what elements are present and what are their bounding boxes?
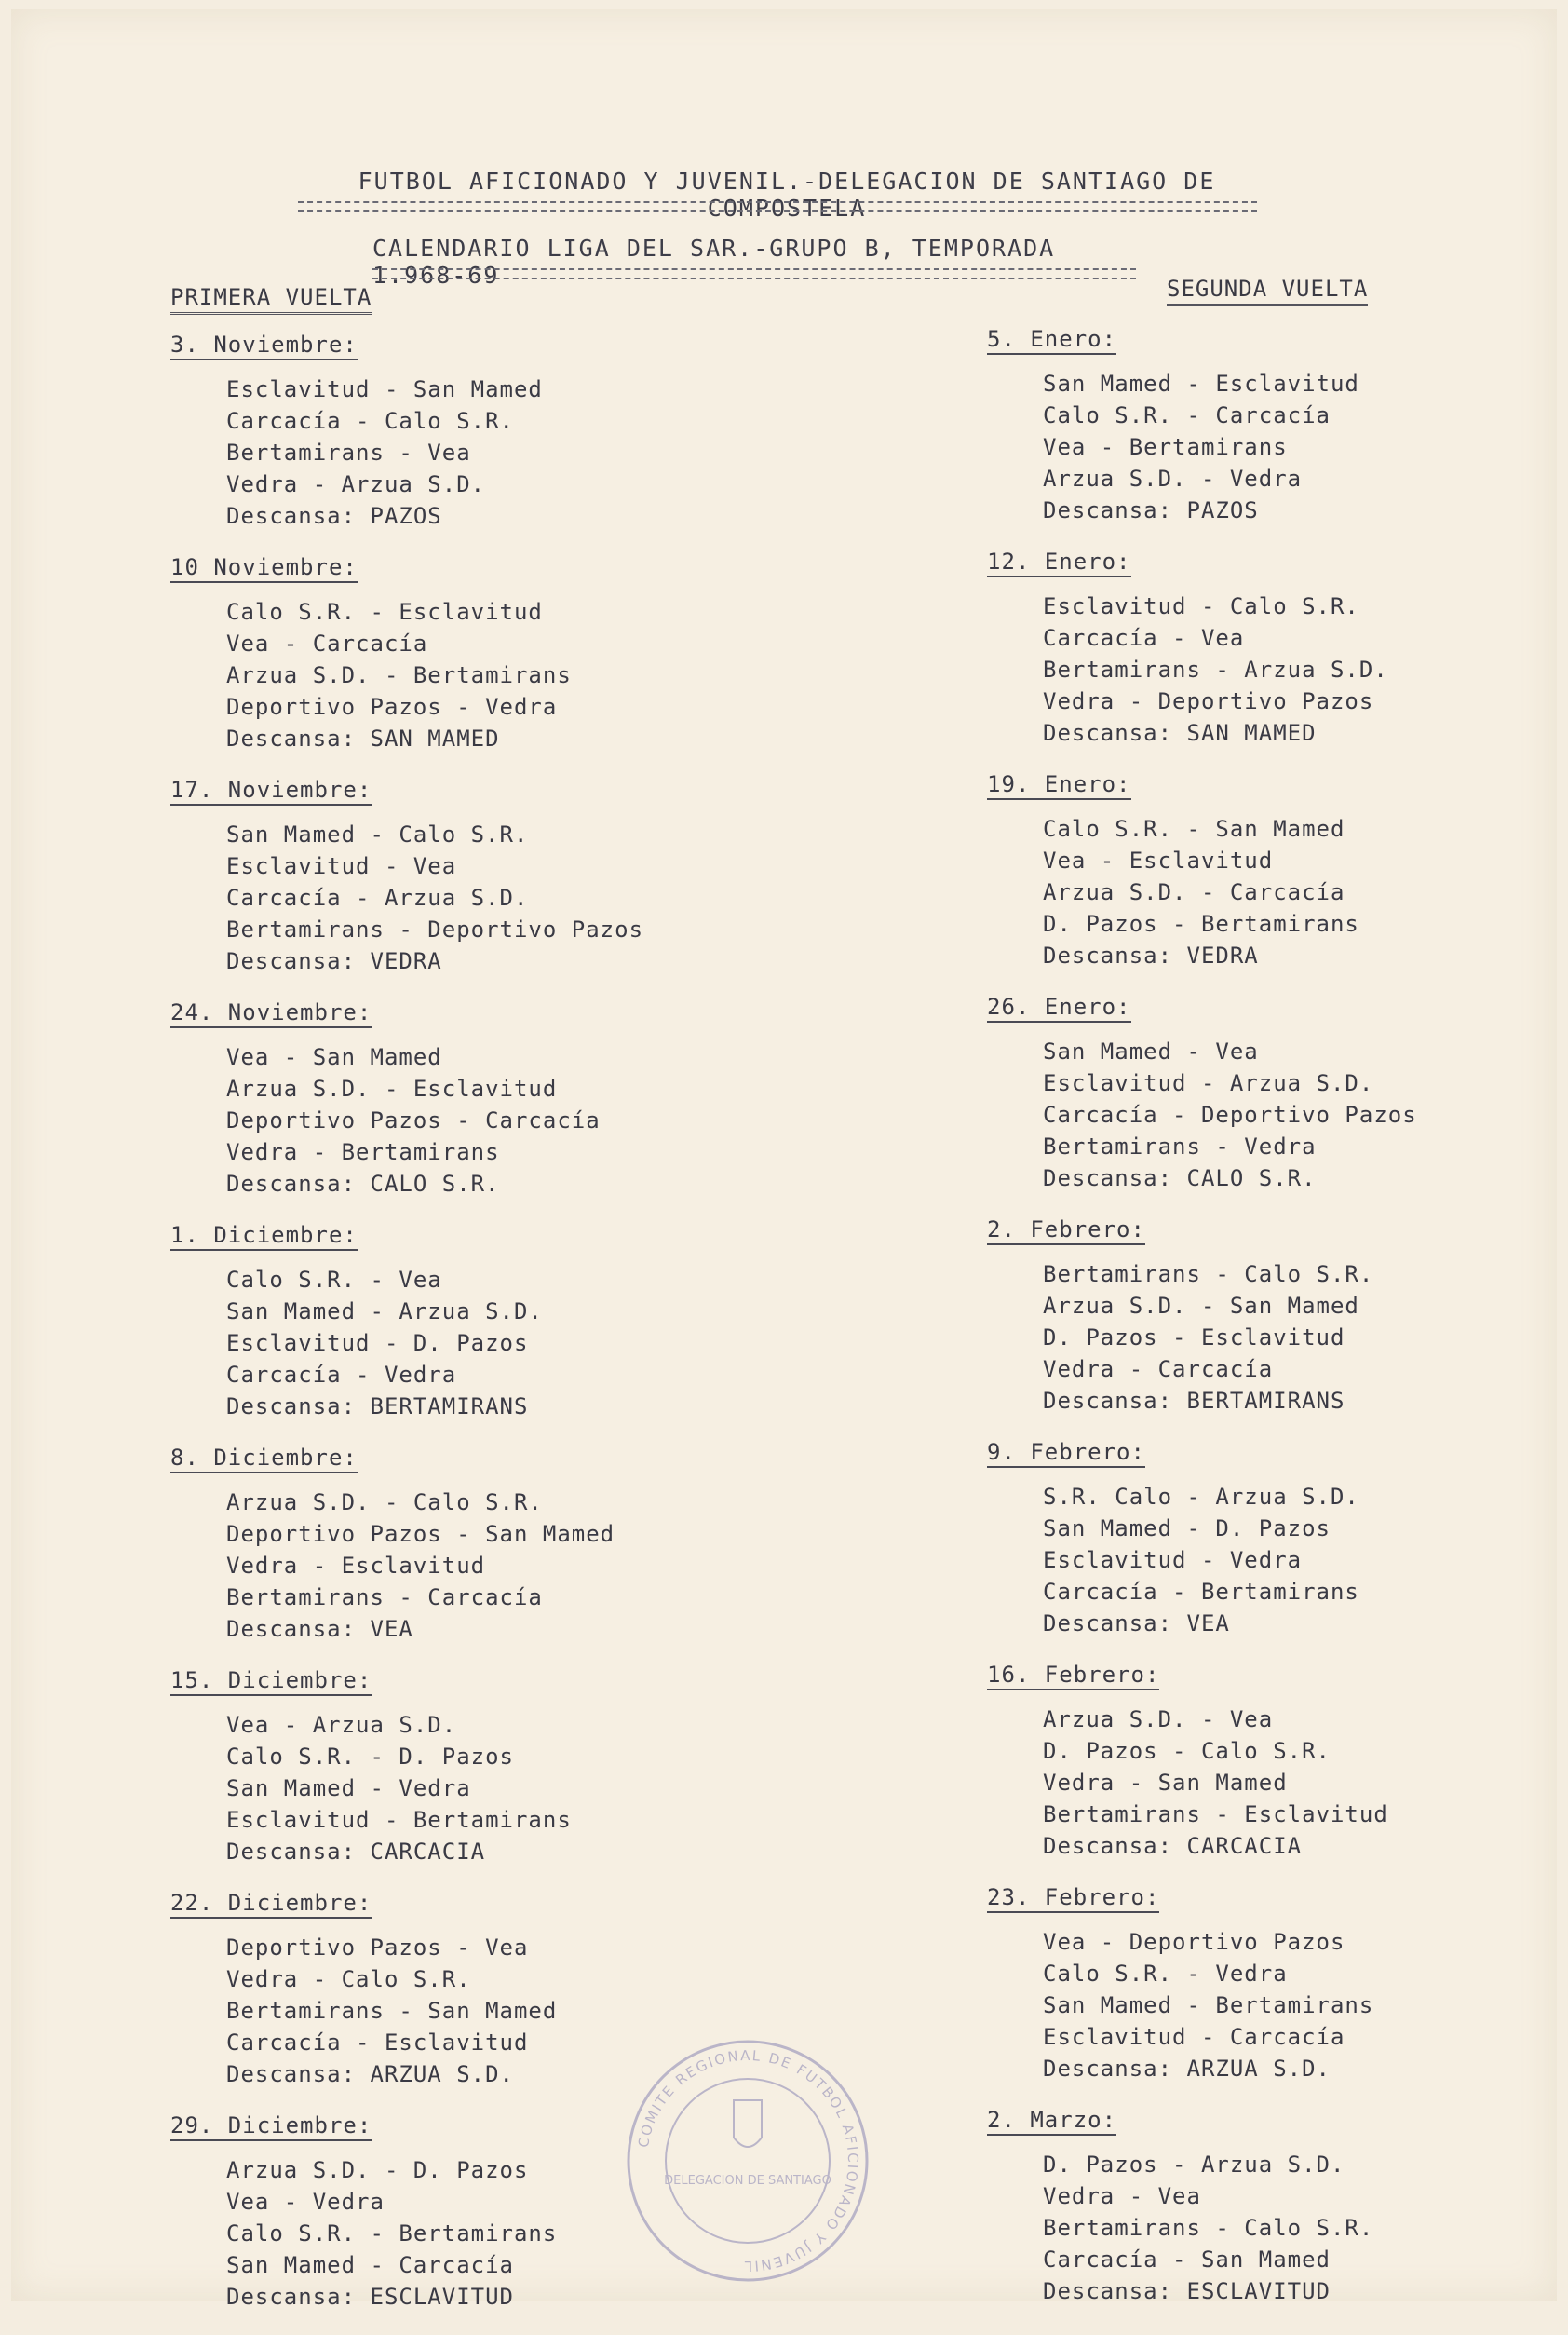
matchday-block xyxy=(987,1439,1568,1639)
match-fixture: Arzua S.D. - Carcacía xyxy=(1043,879,1345,905)
matchday-date: 17. Noviembre: xyxy=(170,777,372,806)
match-fixture: S.R. Calo - Arzua S.D. xyxy=(1043,1484,1359,1510)
matchday-block xyxy=(987,2107,1568,2307)
rest-team: Descansa: CALO S.R. xyxy=(1043,1165,1317,1191)
rest-team: Descansa: ESCLAVITUD xyxy=(1043,2278,1331,2304)
match-fixture: Carcacía - Deportivo Pazos xyxy=(1043,1102,1417,1128)
match-fixture: San Mamed - Calo S.R. xyxy=(226,821,529,848)
match-fixture: D. Pazos - Arzua S.D. xyxy=(1043,2152,1345,2178)
match-fixture: Bertamirans - Arzua S.D. xyxy=(1043,657,1388,683)
match-fixture: Vea - Carcacía xyxy=(226,631,428,657)
matchday-date: 19. Enero: xyxy=(987,771,1131,800)
matchday-date: 26. Enero: xyxy=(987,994,1131,1023)
match-fixture: Arzua S.D. - D. Pazos xyxy=(226,2157,529,2183)
match-fixture: Vedra - Arzua S.D. xyxy=(226,471,486,497)
matchday-block xyxy=(170,1667,878,1867)
rest-team: Descansa: BERTAMIRANS xyxy=(1043,1388,1345,1414)
stamp-outer-ring xyxy=(629,2042,867,2280)
match-fixture: Calo S.R. - Vedra xyxy=(1043,1961,1288,1987)
match-fixture: Vea - Deportivo Pazos xyxy=(1043,1929,1345,1955)
matchday-block xyxy=(170,999,878,1200)
matchday-block xyxy=(987,994,1568,1194)
match-fixture: Bertamirans - Carcacía xyxy=(226,1584,543,1610)
match-fixture: Deportivo Pazos - Carcacía xyxy=(226,1107,601,1134)
match-fixture: Arzua S.D. - San Mamed xyxy=(1043,1293,1359,1319)
match-fixture: Carcacía - Arzua S.D. xyxy=(226,885,529,911)
match-fixture: Bertamirans - Vea xyxy=(226,440,471,466)
document-subtitle: CALENDARIO LIGA DEL SAR.-GRUPO B, TEMPORADA 1.968-69 xyxy=(372,235,1056,289)
primera-vuelta-heading: PRIMERA VUELTA xyxy=(170,284,372,315)
match-fixture: San Mamed - Arzua S.D. xyxy=(226,1298,543,1324)
match-fixture: Calo S.R. - Vea xyxy=(226,1267,442,1293)
matchday-date: 10 Noviembre: xyxy=(170,554,358,583)
delegation-stamp xyxy=(622,2035,873,2287)
match-fixture: Esclavitud - D. Pazos xyxy=(226,1330,529,1356)
stamp-outer-text: COMITE REGIONAL DE FUTBOL AFICIONADO Y JUVENIL xyxy=(634,2046,862,2275)
matchday-date: 2. Marzo: xyxy=(987,2107,1116,2136)
rest-team: Descansa: VEDRA xyxy=(1043,943,1259,969)
segunda-vuelta-column xyxy=(987,326,1568,2329)
matchday-date: 1. Diciembre: xyxy=(170,1222,358,1251)
match-fixture: Bertamirans - Esclavitud xyxy=(1043,1801,1388,1827)
matchday-date: 9. Febrero: xyxy=(987,1439,1145,1468)
match-fixture: Vea - San Mamed xyxy=(226,1044,442,1070)
match-fixture: Vedra - Calo S.R. xyxy=(226,1966,471,1992)
match-fixture: Esclavitud - Vea xyxy=(226,853,457,879)
stamp-inner-ring xyxy=(666,2079,830,2243)
rest-team: Descansa: SAN MAMED xyxy=(1043,720,1317,746)
match-fixture: Vea - Esclavitud xyxy=(1043,848,1274,874)
match-fixture: Carcacía - Esclavitud xyxy=(226,2030,529,2056)
match-fixture: San Mamed - Vedra xyxy=(226,1775,471,1801)
match-fixture: Esclavitud - Vedra xyxy=(1043,1547,1303,1573)
match-fixture: San Mamed - Carcacía xyxy=(226,2252,514,2278)
rest-team: Descansa: CARCACIA xyxy=(226,1839,486,1865)
match-fixture: San Mamed - D. Pazos xyxy=(1043,1515,1331,1541)
rest-team: Descansa: CALO S.R. xyxy=(226,1171,500,1197)
matchday-block xyxy=(170,1445,878,1645)
match-fixture: Esclavitud - Arzua S.D. xyxy=(1043,1070,1374,1096)
rest-team: Descansa: VEA xyxy=(226,1616,413,1642)
match-fixture: Calo S.R. - Carcacía xyxy=(1043,402,1331,428)
match-fixture: Arzua S.D. - Calo S.R. xyxy=(226,1489,543,1515)
match-fixture: Carcacía - Bertamirans xyxy=(1043,1579,1359,1605)
rest-team: Descansa: ARZUA S.D. xyxy=(1043,2056,1331,2082)
matchday-date: 22. Diciembre: xyxy=(170,1890,372,1919)
match-fixture: D. Pazos - Bertamirans xyxy=(1043,911,1359,937)
matchday-date: 29. Diciembre: xyxy=(170,2112,372,2141)
match-fixture: San Mamed - Bertamirans xyxy=(1043,1992,1374,2018)
matchday-block xyxy=(987,1216,1568,1417)
match-fixture: Carcacía - Vedra xyxy=(226,1362,457,1388)
matchday-block xyxy=(987,771,1568,971)
matchday-block xyxy=(170,554,878,754)
match-fixture: Deportivo Pazos - Vea xyxy=(226,1935,529,1961)
match-fixture: Bertamirans - Calo S.R. xyxy=(1043,2215,1374,2241)
document-title: FUTBOL AFICIONADO Y JUVENIL.-DELEGACION DE SANTIAGO DE COMPOSTELA xyxy=(358,168,1216,222)
matchday-block xyxy=(987,326,1568,526)
matchday-block xyxy=(987,1884,1568,2084)
rest-team: Descansa: VEDRA xyxy=(226,948,442,974)
match-fixture: Calo S.R. - Bertamirans xyxy=(226,2220,558,2247)
stamp-inner-text: DELEGACION DE SANTIAGO xyxy=(664,2174,831,2188)
match-fixture: Calo S.R. - Esclavitud xyxy=(226,599,543,625)
matchday-date: 23. Febrero: xyxy=(987,1884,1159,1913)
match-fixture: Bertamirans - San Mamed xyxy=(226,1998,558,2024)
match-fixture: Carcacía - San Mamed xyxy=(1043,2247,1331,2273)
match-fixture: Deportivo Pazos - San Mamed xyxy=(226,1521,615,1547)
matchday-date: 8. Diciembre: xyxy=(170,1445,358,1473)
segunda-vuelta-heading: SEGUNDA VUELTA xyxy=(1167,276,1368,306)
match-fixture: Arzua S.D. - Esclavitud xyxy=(226,1076,558,1102)
rest-team: Descansa: SAN MAMED xyxy=(226,726,500,752)
match-fixture: San Mamed - Esclavitud xyxy=(1043,371,1359,397)
match-fixture: Bertamirans - Calo S.R. xyxy=(1043,1261,1374,1287)
matchday-date: 3. Noviembre: xyxy=(170,332,358,360)
match-fixture: Arzua S.D. - Vea xyxy=(1043,1706,1274,1732)
match-fixture: Calo S.R. - D. Pazos xyxy=(226,1744,514,1770)
match-fixture: Arzua S.D. - Vedra xyxy=(1043,466,1303,492)
match-fixture: Vea - Bertamirans xyxy=(1043,434,1288,460)
match-fixture: Bertamirans - Deportivo Pazos xyxy=(226,916,644,943)
matchday-block xyxy=(987,1662,1568,1862)
matchday-date: 24. Noviembre: xyxy=(170,999,372,1028)
matchday-date: 5. Enero: xyxy=(987,326,1116,355)
subtitle-underline xyxy=(372,268,1136,279)
matchday-date: 12. Enero: xyxy=(987,549,1131,577)
rest-team: Descansa: VEA xyxy=(1043,1610,1230,1636)
match-fixture: Carcacía - Vea xyxy=(1043,625,1245,651)
rest-team: Descansa: CARCACIA xyxy=(1043,1833,1303,1859)
match-fixture: Esclavitud - San Mamed xyxy=(226,376,543,402)
match-fixture: San Mamed - Vea xyxy=(1043,1039,1259,1065)
match-fixture: D. Pazos - Calo S.R. xyxy=(1043,1738,1331,1764)
rest-team: Descansa: ESCLAVITUD xyxy=(226,2284,514,2310)
rest-team: Descansa: ARZUA S.D. xyxy=(226,2061,514,2087)
match-fixture: Carcacía - Calo S.R. xyxy=(226,408,514,434)
matchday-block xyxy=(170,332,878,532)
match-fixture: Arzua S.D. - Bertamirans xyxy=(226,662,572,688)
matchday-date: 2. Febrero: xyxy=(987,1216,1145,1245)
matchday-block xyxy=(170,777,878,977)
rest-team: Descansa: BERTAMIRANS xyxy=(226,1393,529,1419)
match-fixture: D. Pazos - Esclavitud xyxy=(1043,1324,1345,1351)
match-fixture: Vedra - Carcacía xyxy=(1043,1356,1274,1382)
matchday-date: 15. Diciembre: xyxy=(170,1667,372,1696)
rest-team: Descansa: PAZOS xyxy=(226,503,442,529)
match-fixture: Vedra - Esclavitud xyxy=(226,1553,486,1579)
match-fixture: Bertamirans - Vedra xyxy=(1043,1134,1317,1160)
match-fixture: Vedra - San Mamed xyxy=(1043,1770,1288,1796)
matchday-block xyxy=(987,549,1568,749)
match-fixture: Calo S.R. - San Mamed xyxy=(1043,816,1345,842)
match-fixture: Vedra - Deportivo Pazos xyxy=(1043,688,1374,714)
match-fixture: Vedra - Bertamirans xyxy=(226,1139,500,1165)
match-fixture: Vea - Vedra xyxy=(226,2189,385,2215)
title-underline xyxy=(298,201,1257,212)
matchday-date: 16. Febrero: xyxy=(987,1662,1159,1690)
match-fixture: Esclavitud - Calo S.R. xyxy=(1043,593,1359,619)
match-fixture: Deportivo Pazos - Vedra xyxy=(226,694,558,720)
rest-team: Descansa: PAZOS xyxy=(1043,497,1259,523)
shield-icon xyxy=(734,2100,762,2147)
matchday-block xyxy=(170,1222,878,1422)
match-fixture: Vea - Arzua S.D. xyxy=(226,1712,457,1738)
match-fixture: Vedra - Vea xyxy=(1043,2183,1201,2209)
match-fixture: Esclavitud - Bertamirans xyxy=(226,1807,572,1833)
match-fixture: Esclavitud - Carcacía xyxy=(1043,2024,1345,2050)
